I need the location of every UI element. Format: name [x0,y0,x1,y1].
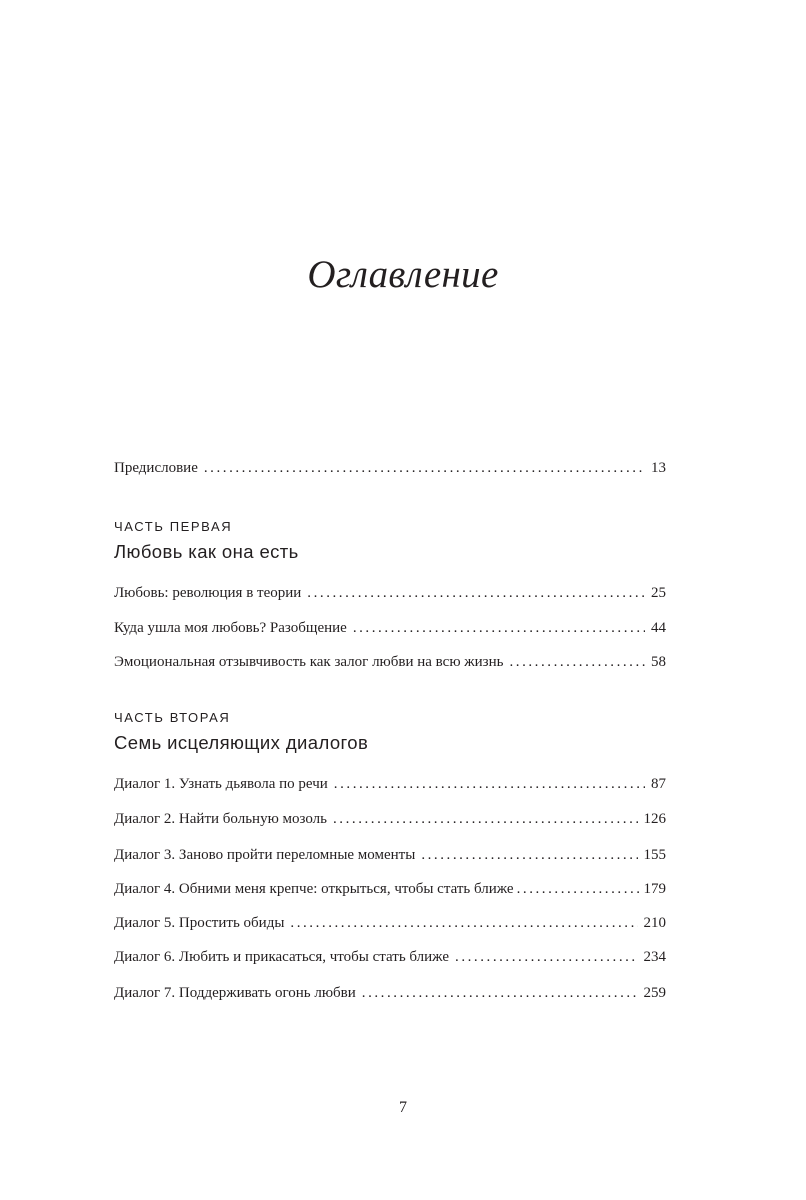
dot-leader [362,983,638,1003]
toc-entry-page: 126 [643,811,666,827]
toc-entry-label: Эмоциональная отзывчивость как залог любви на всю жизнь [114,654,504,670]
toc-entry-page: 44 [651,620,666,636]
toc-entry [114,983,666,1003]
part-2-title: Семь исцеляющих диалогов [114,732,369,753]
toc-entry-page: 179 [643,881,666,897]
page-number: 7 [399,1099,407,1116]
toc-entry-label: Диалог 6. Любить и прикасаться, чтобы стать ближе [114,949,450,965]
toc-entry [114,583,666,603]
dot-leader [353,618,645,638]
toc-entry-label: Диалог 5. Простить обиды [114,915,285,931]
dot-leader [307,583,645,603]
toc-entry-label: Диалог 4. Обними меня крепче: открыться, чтобы стать ближе [114,881,514,897]
page-title: Оглавление [307,253,499,296]
toc-entry-preface [114,458,666,478]
toc-entry-page: 155 [643,847,666,863]
dot-leader [517,879,643,899]
toc-entry-page: 210 [643,915,666,931]
toc-entry-label: Куда ушла моя любовь? Разобщение [114,620,347,636]
toc-entry [114,618,666,638]
toc-entry [114,879,666,899]
toc-entry-label: Диалог 7. Поддерживать огонь любви [114,985,356,1001]
part-2-label: ЧАСТЬ ВТОРАЯ [114,710,231,725]
dot-leader [334,774,645,794]
dot-leader [455,947,637,967]
toc-entry-page: 234 [643,949,666,965]
toc-entry-label: Предисловие [114,460,198,476]
toc-entry-label: Диалог 1. Узнать дьявола по речи [114,776,328,792]
table-of-contents [114,0,666,1200]
toc-entry [114,845,666,865]
dot-leader [333,809,638,829]
dot-leader [290,913,637,933]
toc-entry [114,809,666,829]
toc-entry-page: 87 [651,776,666,792]
toc-entry-label: Любовь: революция в теории [114,585,302,601]
dot-leader [204,458,645,478]
dot-leader [509,652,645,672]
toc-entry [114,913,666,933]
toc-entry-page: 25 [651,585,666,601]
toc-entry-page: 259 [643,985,666,1001]
toc-entry [114,947,666,967]
toc-entry-page: 58 [651,654,666,670]
toc-entry-label: Диалог 2. Найти больную мозоль [114,811,327,827]
toc-entry [114,774,666,794]
toc-entry [114,652,666,672]
part-1-label: ЧАСТЬ ПЕРВАЯ [114,519,233,534]
part-1-title: Любовь как она есть [114,541,299,562]
dot-leader [421,845,637,865]
toc-entry-page: 13 [651,460,666,476]
toc-entry-label: Диалог 3. Заново пройти переломные моменты [114,847,416,863]
